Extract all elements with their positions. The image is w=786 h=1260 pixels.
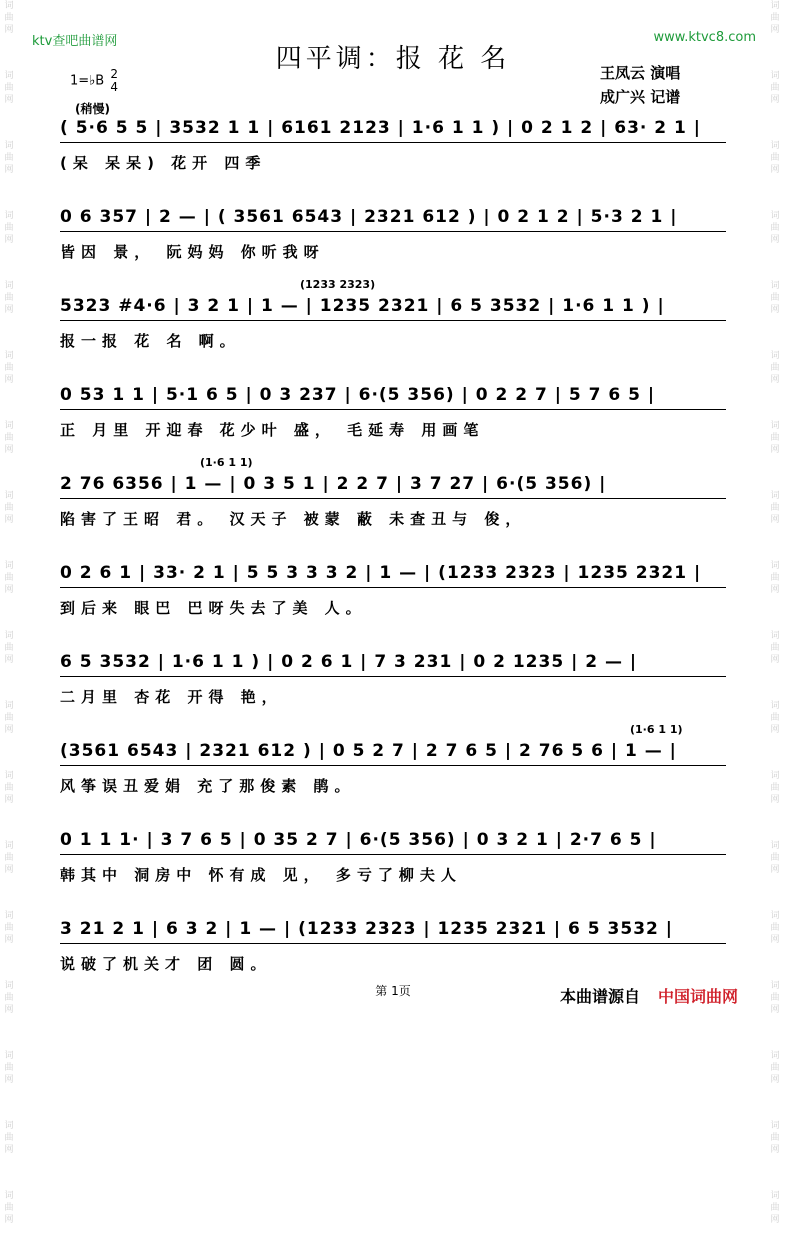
watermark-char: 曲 [4,573,14,583]
watermark-mark [768,630,782,666]
beam-line [60,676,726,677]
watermark-char: 词 [770,1,780,11]
beam-line [60,231,726,232]
watermark-mark [2,770,16,806]
watermark-char: 曲 [770,363,780,373]
score-row [60,723,726,811]
watermark-char: 词 [770,911,780,921]
watermark-mark [2,1050,16,1086]
watermark-mark [2,70,16,106]
watermark-mark [768,0,782,36]
watermark-mark [768,770,782,806]
watermark-char: 网 [4,95,14,105]
watermark-char: 网 [4,445,14,455]
watermark-char: 曲 [4,1133,14,1143]
credit-transcriber: 成广兴 记谱 [600,88,681,106]
watermark-mark [768,490,782,526]
notation-line: 0 6 357 | 2 — | ( 3561 6543 | 2321 612 ) | 0 2 1 2 | 5·3 2 1 | [60,207,678,227]
watermark-char: 曲 [4,643,14,653]
watermark-char: 曲 [770,853,780,863]
watermark-char: 网 [4,515,14,525]
watermark-char: 曲 [770,293,780,303]
watermark-char: 词 [4,911,14,921]
lyric-line: 陷害了王昭 君。 汉天子 被蒙 蔽 未查丑与 俊， [60,510,527,528]
watermark-char: 曲 [770,1203,780,1213]
watermark-left [2,0,16,1260]
page-title: 四平调：报 花 名 [275,44,511,74]
key-signature [70,68,118,94]
watermark-char: 词 [4,561,14,571]
beam-line [60,765,726,766]
watermark-mark [768,350,782,386]
page-number: 第 1页 [375,984,411,998]
watermark-char: 网 [4,1075,14,1085]
score-row [60,563,726,633]
watermark-char: 词 [770,71,780,81]
key-flat: ♭B [89,73,105,89]
watermark-char: 曲 [4,853,14,863]
watermark-char: 网 [770,515,780,525]
watermark-mark [768,1120,782,1156]
watermark-char: 网 [770,165,780,175]
watermark-char: 曲 [770,923,780,933]
watermark-char: 网 [770,585,780,595]
watermark-char: 网 [770,1215,780,1225]
tempo-marking: (稍慢) [75,102,110,116]
watermark-char: 网 [770,235,780,245]
watermark-char: 曲 [4,223,14,233]
beam-line [60,587,726,588]
watermark-char: 曲 [4,433,14,443]
watermark-char: 网 [770,795,780,805]
watermark-char: 网 [770,725,780,735]
watermark-char: 网 [770,25,780,35]
watermark-mark [768,280,782,316]
watermark-mark [2,350,16,386]
watermark-mark [2,1190,16,1226]
watermark-char: 网 [4,235,14,245]
watermark-char: 词 [4,351,14,361]
watermark-char: 词 [4,1051,14,1061]
watermark-mark [768,70,782,106]
notation-line: 3 21 2 1 | 6 3 2 | 1 — | (1233 2323 | 1235 2321 | 6 5 3532 | [60,919,673,939]
watermark-char: 曲 [4,13,14,23]
watermark-mark [768,140,782,176]
score-row [60,385,726,455]
watermark-char: 词 [4,771,14,781]
notation-line: (3561 6543 | 2321 612 ) | 0 5 2 7 | 2 7 6 5 | 2 76 5 6 | 1 — | [60,741,677,761]
watermark-char: 词 [4,1,14,11]
watermark-char: 网 [4,585,14,595]
watermark-char: 网 [770,655,780,665]
watermark-char: 曲 [4,713,14,723]
watermark-char: 曲 [4,993,14,1003]
notation-line: 0 2 6 1 | 33· 2 1 | 5 5 3 3 3 2 | 1 — | (1233 2323 | 1235 2321 | [60,563,702,583]
watermark-char: 曲 [4,923,14,933]
lyric-line: 到后来 眼巴 巴呀失去了美 人。 [60,599,367,617]
watermark-char: 网 [4,375,14,385]
watermark-right [768,0,782,1260]
watermark-char: 网 [4,165,14,175]
credit-singer: 王凤云 演唱 [600,64,681,82]
score-row [60,207,726,277]
watermark-mark [2,700,16,736]
watermark-char: 网 [770,935,780,945]
watermark-mark [768,700,782,736]
watermark-mark [2,630,16,666]
watermark-char: 词 [4,211,14,221]
site-name-left: ktv查吧曲谱网 [32,34,118,49]
score-row [60,278,726,366]
watermark-char: 词 [4,1121,14,1131]
watermark-char: 词 [4,1191,14,1201]
watermark-char: 词 [770,701,780,711]
watermark-mark [2,560,16,596]
watermark-char: 网 [4,795,14,805]
beam-line [60,854,726,855]
watermark-char: 词 [770,141,780,151]
beam-line [60,409,726,410]
key-prefix: 1= [70,73,90,89]
watermark-char: 曲 [4,1063,14,1073]
notation-line: 6 5 3532 | 1·6 1 1 ) | 0 2 6 1 | 7 3 231 | 0 2 1235 | 2 — | [60,652,638,672]
lyric-line: (呆 呆呆) 花开 四季 [60,154,267,172]
watermark-char: 词 [770,771,780,781]
watermark-char: 网 [4,1005,14,1015]
lyric-line: 报一报 花 名 啊。 [60,332,241,350]
watermark-char: 词 [770,1051,780,1061]
watermark-char: 词 [4,141,14,151]
score-annotation: (1233 2323) [300,278,376,291]
lyric-line: 皆因 景， 阮妈妈 你听我呀 [60,243,325,261]
watermark-mark [2,840,16,876]
watermark-mark [2,140,16,176]
watermark-mark [2,420,16,456]
lyric-line: 正 月里 开迎春 花少叶 盛， 毛延寿 用画笔 [60,421,485,439]
watermark-char: 词 [4,701,14,711]
watermark-char: 词 [770,491,780,501]
watermark-char: 曲 [4,503,14,513]
watermark-char: 词 [770,281,780,291]
watermark-char: 曲 [770,573,780,583]
watermark-char: 词 [770,1191,780,1201]
watermark-char: 网 [4,935,14,945]
watermark-char: 网 [770,95,780,105]
score-annotation: (1·6 1 1) [200,456,253,469]
watermark-char: 词 [4,421,14,431]
watermark-char: 词 [770,211,780,221]
beam-line [60,498,726,499]
watermark-char: 曲 [770,13,780,23]
watermark-char: 曲 [770,503,780,513]
watermark-char: 曲 [4,153,14,163]
beam-line [60,943,726,944]
watermark-char: 词 [4,981,14,991]
site-url-right: www.ktvc8.com [653,30,756,45]
watermark-char: 词 [770,351,780,361]
watermark-char: 词 [4,71,14,81]
notation-line: ( 5·6 5 5 | 3532 1 1 | 6161 2123 | 1·6 1 1 ) | 0 2 1 2 | 63· 2 1 | [60,118,701,138]
notation-line: 0 53 1 1 | 5·1 6 5 | 0 3 237 | 6·(5 356) | 0 2 2 7 | 5 7 6 5 | [60,385,656,405]
lyric-line: 说破了机关才 团 圆。 [60,955,272,973]
beam-line [60,142,726,143]
watermark-char: 曲 [770,993,780,1003]
watermark-mark [2,0,16,36]
watermark-char: 网 [4,1145,14,1155]
watermark-char: 网 [770,1145,780,1155]
watermark-char: 网 [770,445,780,455]
watermark-char: 曲 [770,223,780,233]
score-annotation: (1·6 1 1) [630,723,683,736]
watermark-char: 词 [770,421,780,431]
watermark-mark [2,210,16,246]
watermark-char: 词 [4,841,14,851]
watermark-char: 曲 [4,1203,14,1213]
watermark-char: 曲 [770,1133,780,1143]
watermark-char: 网 [770,865,780,875]
score-row [60,456,726,544]
source-brand: 中国词曲网 [658,987,739,1006]
source-credit [560,984,738,1007]
notation-line: 5323 #4·6 | 3 2 1 | 1 — | 1235 2321 | 6 5 3532 | 1·6 1 1 ) | [60,296,665,316]
score-row [60,652,726,722]
beam-line [60,320,726,321]
lyric-line: 二月里 杏花 开得 艳， [60,688,283,706]
watermark-mark [2,490,16,526]
score-row [60,919,726,989]
watermark-char: 曲 [770,783,780,793]
time-bottom: 4 [110,80,119,94]
watermark-char: 网 [770,305,780,315]
watermark-char: 词 [770,841,780,851]
watermark-char: 网 [770,375,780,385]
watermark-char: 曲 [4,363,14,373]
time-top: 2 [110,67,119,81]
watermark-char: 曲 [770,643,780,653]
watermark-char: 网 [4,865,14,875]
watermark-char: 词 [770,631,780,641]
notation-line: 2 76 6356 | 1 — | 0 3 5 1 | 2 2 7 | 3 7 27 | 6·(5 356) | [60,474,607,494]
watermark-mark [768,420,782,456]
watermark-char: 曲 [770,83,780,93]
watermark-char: 词 [770,561,780,571]
watermark-char: 曲 [770,1063,780,1073]
watermark-char: 词 [4,631,14,641]
watermark-mark [768,1050,782,1086]
watermark-char: 网 [4,655,14,665]
watermark-mark [768,560,782,596]
watermark-mark [768,840,782,876]
watermark-char: 曲 [770,433,780,443]
lyric-line: 风筝误丑爱娟 充了那俊素 鹃。 [60,777,356,795]
watermark-mark [768,1190,782,1226]
score-row [60,118,726,188]
watermark-char: 网 [4,725,14,735]
watermark-char: 曲 [4,783,14,793]
watermark-char: 曲 [770,153,780,163]
watermark-mark [768,910,782,946]
watermark-char: 网 [770,1075,780,1085]
watermark-char: 网 [4,305,14,315]
watermark-char: 词 [770,1121,780,1131]
score-row [60,830,726,900]
watermark-char: 网 [4,25,14,35]
notation-line: 0 1 1 1· | 3 7 6 5 | 0 35 2 7 | 6·(5 356) | 0 3 2 1 | 2·7 6 5 | [60,830,657,850]
watermark-char: 词 [4,491,14,501]
watermark-char: 曲 [770,713,780,723]
lyric-line: 韩其中 洞房中 怀有成 见， 多亏了柳夫人 [60,866,462,884]
watermark-char: 网 [770,1005,780,1015]
watermark-char: 曲 [4,83,14,93]
watermark-char: 曲 [4,293,14,303]
watermark-char: 词 [770,981,780,991]
watermark-mark [768,210,782,246]
watermark-mark [2,1120,16,1156]
source-label: 本曲谱源自 [560,987,641,1006]
watermark-char: 词 [4,281,14,291]
watermark-mark [2,280,16,316]
time-signature [110,68,118,94]
watermark-mark [2,910,16,946]
watermark-char: 网 [4,1215,14,1225]
